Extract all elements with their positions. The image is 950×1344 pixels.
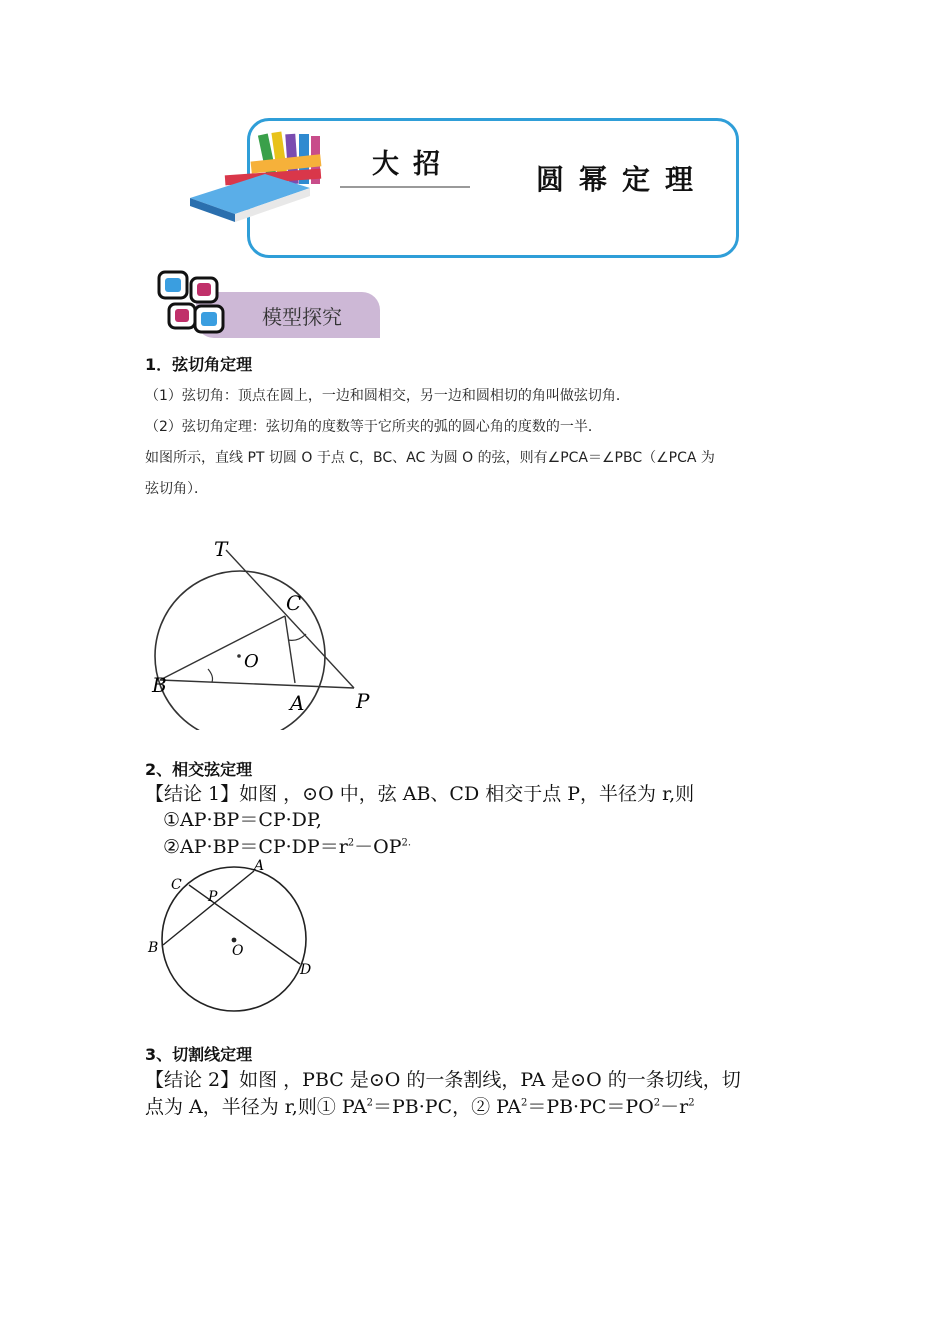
banner-title-right: 圆幂定理: [536, 163, 709, 196]
banner-title-left: 大招: [372, 149, 454, 180]
fig2-label-c: C: [171, 877, 182, 893]
intersecting-chords-figure: [140, 852, 340, 1017]
fig1-label-b: B: [152, 673, 167, 697]
s3-line1: 【结论 2】如图 ，PBC 是⊙O 的一条割线，PA 是⊙O 的一条切线，切: [145, 1069, 741, 1091]
tangent-chord-figure: [140, 530, 400, 730]
section-tab-label: 模型探究: [262, 305, 342, 329]
fig2-label-o: O: [232, 943, 244, 959]
s2-conclusion: 【结论 1】如图 ，⊙O 中，弦 AB、CD 相交于点 P，半径为 r,则: [145, 783, 695, 805]
s2-item2: $②AP\cdot BP=CP\cdot DP=r^2-OP^{2.}$: [163, 836, 412, 858]
s1-heading: 1．弦切角定理: [145, 355, 253, 374]
banner-rule: [340, 186, 470, 188]
fig1-label-a: A: [290, 691, 305, 715]
s3-line2: 点为 A，半径为 r,则① $PA^2=PB\cdot PC$，② $PA^2=PB\cdot PC=PO^2-r^2$: [145, 1096, 695, 1118]
grid-squares-icon: [157, 270, 225, 336]
s2-heading: 2、相交弦定理: [145, 760, 253, 779]
s3-heading: 3、切割线定理: [145, 1045, 253, 1064]
fig2-label-p: P: [208, 889, 218, 905]
s1-line4: 弦切角）．: [145, 481, 208, 497]
fig1-label-t: T: [214, 537, 228, 561]
fig2-label-d: D: [300, 962, 312, 978]
fig1-label-c: C: [286, 591, 302, 615]
s2-item1: ①AP·BP＝CP·DP,: [163, 809, 322, 831]
fig2-label-b: B: [148, 940, 159, 956]
s1-line3: 如图所示，直线 PT 切圆 O 于点 C，BC、AC 为圆 O 的弦，则有∠PCA＝∠PBC（∠PCA 为: [145, 450, 715, 466]
fig1-label-o: O: [244, 651, 259, 672]
fig2-label-a: A: [254, 858, 265, 874]
s1-line2: （2）弦切角定理：弦切角的度数等于它所夹的弧的圆心角的度数的一半．: [145, 419, 602, 435]
s1-line1: （1）弦切角：顶点在圆上，一边和圆相交，另一边和圆相切的角叫做弦切角．: [145, 388, 630, 404]
fig1-label-p: P: [356, 689, 370, 713]
books-illustration: [185, 128, 345, 224]
